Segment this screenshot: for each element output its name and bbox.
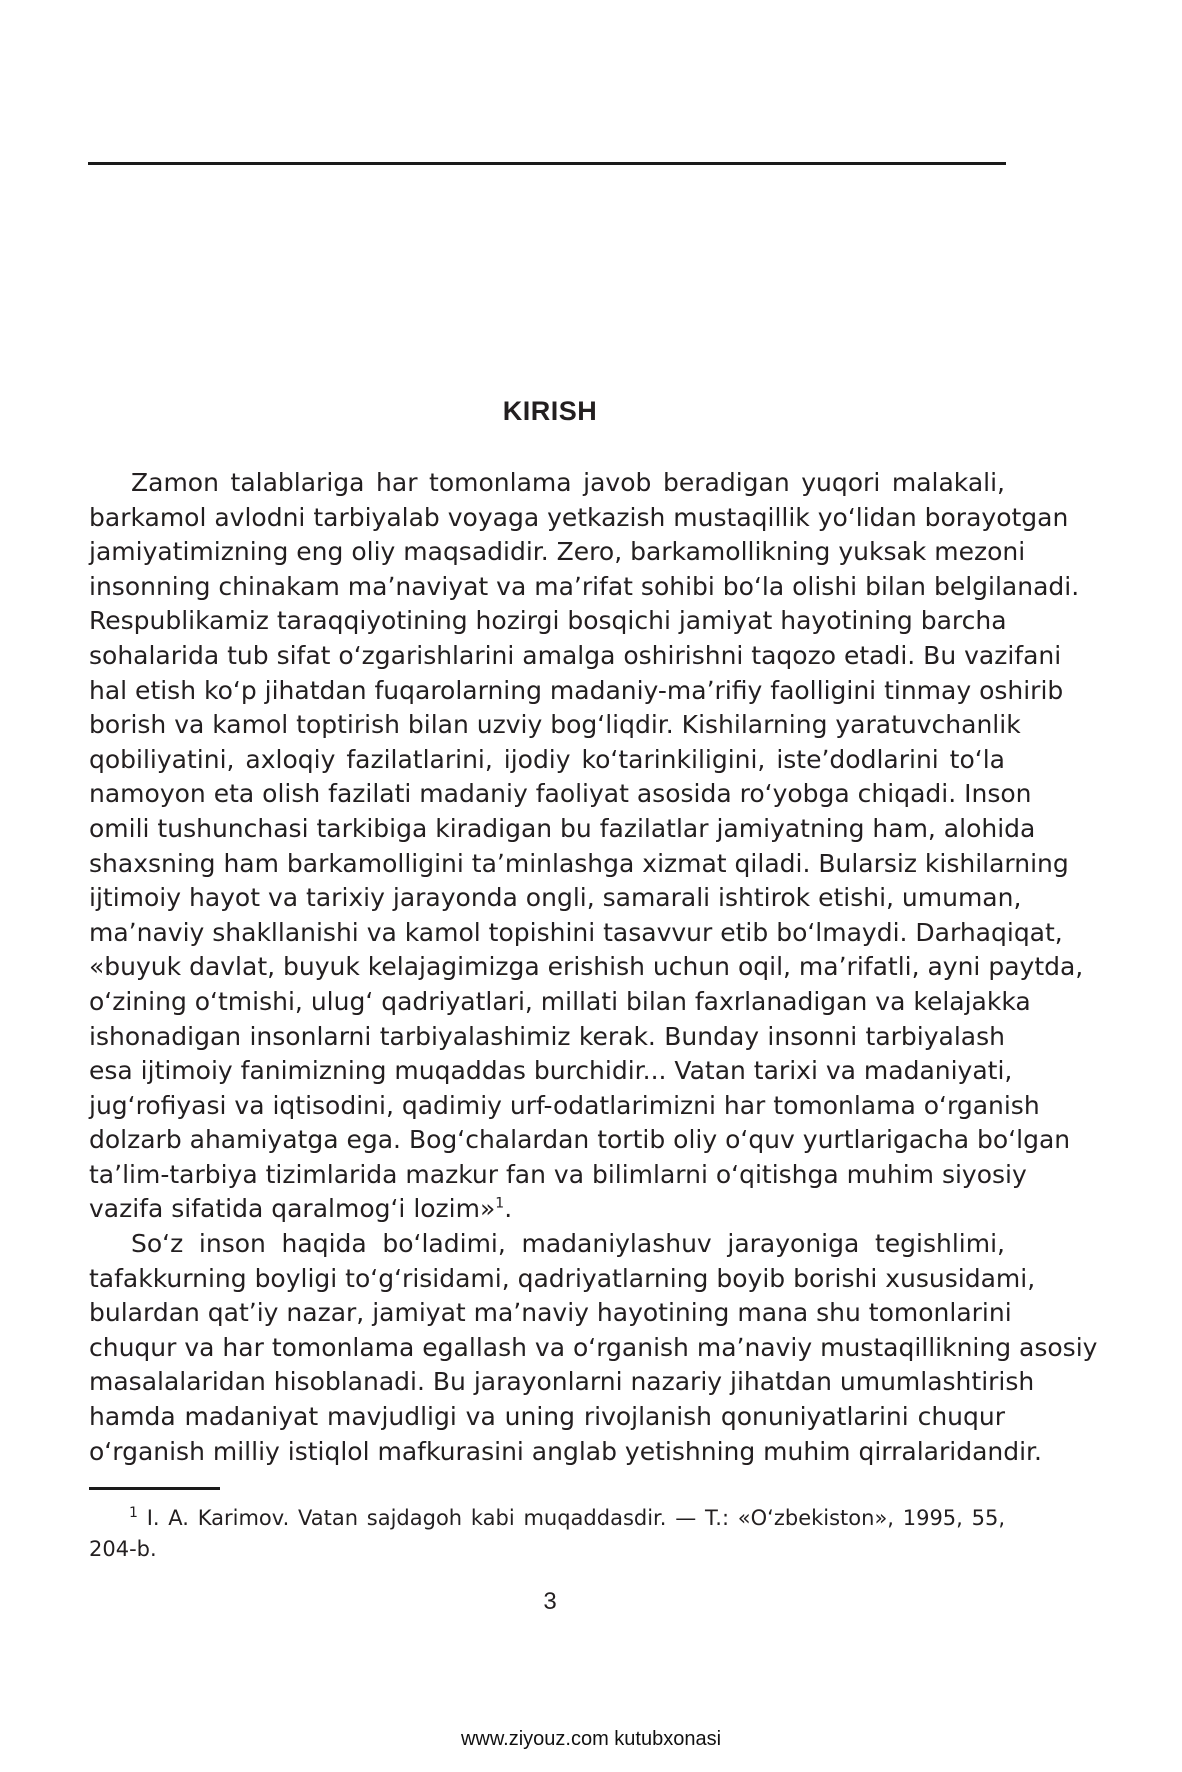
header-rule — [88, 162, 1006, 165]
text-line: hal etish koʻp jihatdan fuqarolarning madaniy-maʼrifiy faolligini tinmay oshirib — [89, 675, 1064, 705]
text-line: ishonadigan insonlarni tarbiyalashimiz kerak. Bunday insonni tarbiyalash — [89, 1021, 1005, 1051]
footnote-separator — [89, 1487, 220, 1490]
paragraph-1 — [89, 466, 1084, 1227]
body-text — [89, 466, 1098, 1469]
footnote-line — [89, 1503, 1005, 1534]
text-line: jugʻrofiyasi va iqtisodini, qadimiy urf-odatlarimizni har tomonlama oʻrganish — [89, 1090, 1040, 1120]
footnote-line: 204-b. — [89, 1537, 157, 1561]
text-line: qobiliyatini, axloqiy fazilatlarini, ijodiy koʻtarinkiligini, isteʼdodlarini toʻla — [89, 744, 1005, 774]
text-line: barkamol avlodni tarbiyalab voyaga yetkazish mustaqillik yoʻlidan borayotgan — [89, 502, 1069, 532]
text-line: shaxsning ham barkamolligini taʼminlashga xizmat qiladi. Bularsiz kishilarning — [89, 848, 1069, 878]
text-line: sohalarida tub sifat oʻzgarishlarini amalga oshirishni taqozo etadi. Bu vazifani — [89, 640, 1062, 670]
text-line: hamda madaniyat mavjudligi va uning rivojlanish qonuniyatlarini chuqur — [89, 1402, 1005, 1432]
text-line: dolzarb ahamiyatga ega. Bogʻchalardan tortib oliy oʻquv yurtlarigacha boʻlgan — [89, 1125, 1071, 1155]
text-line: chuqur va har tomonlama egallash va oʻrganish maʼnaviy mustaqillikning asosiy — [89, 1332, 1098, 1362]
footnote — [89, 1503, 1005, 1565]
text-segment: . — [504, 1194, 513, 1224]
page-number: 3 — [543, 1588, 557, 1615]
text-line: namoyon eta olish fazilati madaniy faoliyat asosida roʻyobga chiqadi. Inson — [89, 779, 1032, 809]
text-line: omili tushunchasi tarkibiga kiradigan bu fazilatlar jamiyatning ham, alohida — [89, 813, 1036, 843]
text-segment: vazifa sifatida qaralmogʻi lozim» — [89, 1194, 496, 1224]
footnote-reference[interactable]: 1 — [495, 1196, 505, 1213]
text-line: tafakkurning boyligi toʻgʻrisidami, qadriyatlarning boyib borishi xususidami, — [89, 1263, 1036, 1293]
text-line: oʻzining oʻtmishi, ulugʻ qadriyatlari, millati bilan faxrlanadigan va kelajakka — [89, 986, 1031, 1016]
text-line: maʼnaviy shakllanishi va kamol topishini tasavvur etib boʻlmaydi. Darhaqiqat, — [89, 917, 1063, 947]
text-line: bulardan qatʼiy nazar, jamiyat maʼnaviy hayotining mana shu tomonlarini — [89, 1298, 1012, 1328]
text-line: «buyuk davlat, buyuk kelajagimizga erishish uchun oqil, maʼrifatli, ayni paytda, — [89, 952, 1084, 982]
text-line: masalalaridan hisoblanadi. Bu jarayonlarni nazariy jihatdan umumlashtirish — [89, 1367, 1035, 1397]
text-line: Respublikamiz taraqqiyotining hozirgi bosqichi jamiyat hayotining barcha — [89, 606, 1007, 636]
text-line-final — [89, 1192, 1005, 1227]
watermark: www.ziyouz.com kutubxonasi — [460, 1728, 722, 1750]
paragraph-2 — [89, 1227, 1098, 1469]
text-line: Zamon talablariga har tomonlama javob beradigan yuqori malakali, — [131, 468, 1005, 497]
text-line: taʼlim-tarbiya tizimlarida mazkur fan va bilimlarni oʻqitishga muhim siyosiy — [89, 1159, 1027, 1189]
chapter-heading: KIRISH — [502, 396, 598, 426]
text-line: ijtimoiy hayot va tarixiy jarayonda ongli, samarali ishtirok etishi, umuman, — [89, 883, 1022, 913]
footnote-marker: 1 — [129, 1505, 138, 1521]
text-line: borish va kamol toptirish bilan uzviy bogʻliqdir. Kishilarning yaratuvchanlik — [89, 710, 1021, 740]
footnote-text: I. A. Karimov. Vatan sajdagoh kabi muqaddasdir. — T.: «Oʻzbekiston», 1995, 55, — [146, 1506, 1005, 1530]
text-line: esa ijtimoiy fanimizning muqaddas burchidir... Vatan tarixi va madaniyati, — [89, 1056, 1013, 1086]
text-line: Soʻz inson haqida boʻladimi, madaniylashuv jarayoniga tegishlimi, — [131, 1229, 1005, 1259]
text-line: insonning chinakam maʼnaviyat va maʼrifat sohibi boʻla olishi bilan belgilanadi. — [89, 571, 1080, 601]
text-line: oʻrganish milliy istiqlol mafkurasini anglab yetishning muhim qirralaridandir. — [89, 1436, 1042, 1466]
text-line: jamiyatimizning eng oliy maqsadidir. Zero, barkamollikning yuksak mezoni — [89, 537, 1026, 567]
